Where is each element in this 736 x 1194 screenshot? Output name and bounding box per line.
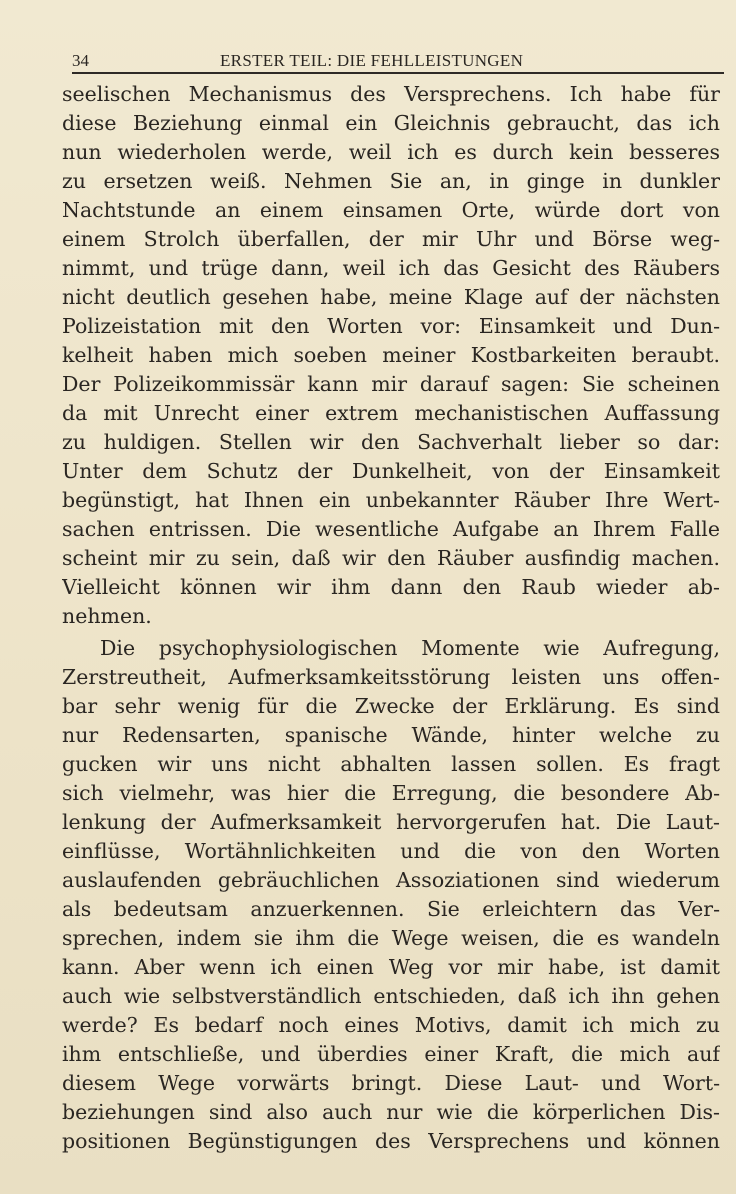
- text-line: Vielleicht können wir ihm dann den Raub wieder ab-: [62, 575, 720, 599]
- text-line: Polizeistation mit den Worten vor: Einsamkeit und Dun-: [62, 314, 720, 338]
- text-line: positionen Begünstigungen des Versprechens und können: [62, 1129, 720, 1153]
- text-line: sprechen, indem sie ihm die Wege weisen, die es wandeln: [62, 926, 720, 950]
- text-line: sachen entrissen. Die wesentliche Aufgabe an Ihrem Falle: [62, 517, 720, 541]
- text-line: auslaufenden gebräuchlichen Assoziationen sind wiederum: [62, 868, 720, 892]
- text-line: seelischen Mechanismus des Versprechens. Ich habe für: [62, 82, 720, 106]
- text-line: einem Strolch überfallen, der mir Uhr und Börse weg-: [62, 227, 720, 251]
- text-line: einflüsse, Wortähnlichkeiten und die von den Worten: [62, 839, 720, 863]
- text-line: nimmt, und trüge dann, weil ich das Gesicht des Räubers: [62, 256, 720, 280]
- text-line: nun wiederholen werde, weil ich es durch kein besseres: [62, 140, 720, 164]
- text-line: als bedeutsam anzuerkennen. Sie erleichtern das Ver-: [62, 897, 720, 921]
- running-head: ERSTER TEIL: DIE FEHLLEISTUNGEN: [220, 51, 524, 70]
- page-header: [72, 48, 724, 74]
- text-line: begünstigt, hat Ihnen ein unbekannter Räuber Ihre Wert-: [62, 488, 720, 512]
- text-line: zu huldigen. Stellen wir den Sachverhalt lieber so dar:: [62, 430, 720, 454]
- paragraph-end-line: nehmen.: [62, 604, 152, 628]
- text-line: nicht deutlich gesehen habe, meine Klage auf der nächsten: [62, 285, 720, 309]
- text-line: Nachtstunde an einem einsamen Orte, würde dort von: [62, 198, 720, 222]
- text-line: lenkung der Aufmerksamkeit hervorgerufen hat. Die Laut-: [62, 810, 720, 834]
- text-line: Zerstreutheit, Aufmerksamkeitsstörung leisten uns offen-: [62, 665, 720, 689]
- text-line: Der Polizeikommissär kann mir darauf sagen: Sie scheinen: [62, 372, 720, 396]
- text-line: auch wie selbstverständlich entschieden, daß ich ihn gehen: [62, 984, 720, 1008]
- text-line: sich vielmehr, was hier die Erregung, die besondere Ab-: [62, 781, 720, 805]
- text-line: scheint mir zu sein, daß wir den Räuber ausfindig machen.: [62, 546, 720, 570]
- text-line: kann. Aber wenn ich einen Weg vor mir habe, ist damit: [62, 955, 720, 979]
- text-line: bar sehr wenig für die Zwecke der Erklärung. Es sind: [62, 694, 720, 718]
- text-line: werde? Es bedarf noch eines Motivs, damit ich mich zu: [62, 1013, 720, 1037]
- text-line: diesem Wege vorwärts bringt. Diese Laut- und Wort-: [62, 1071, 720, 1095]
- page-number: 34: [72, 51, 89, 70]
- text-line: da mit Unrecht einer extrem mechanistischen Auffassung: [62, 401, 720, 425]
- text-line: beziehungen sind also auch nur wie die körperlichen Dis-: [62, 1100, 720, 1124]
- text-line: diese Beziehung einmal ein Gleichnis gebraucht, das ich: [62, 111, 720, 135]
- text-line: ihm entschließe, und überdies einer Kraft, die mich auf: [62, 1042, 720, 1066]
- text-line: zu ersetzen weiß. Nehmen Sie an, in ginge in dunkler: [62, 169, 720, 193]
- text-line: Unter dem Schutz der Dunkelheit, von der Einsamkeit: [62, 459, 720, 483]
- text-line: gucken wir uns nicht abhalten lassen sollen. Es fragt: [62, 752, 720, 776]
- paragraph-first-line: Die psychophysiologischen Momente wie Aufregung,: [100, 636, 720, 660]
- text-line: nur Redensarten, spanische Wände, hinter welche zu: [62, 723, 720, 747]
- text-line: kelheit haben mich soeben meiner Kostbarkeiten beraubt.: [62, 343, 720, 367]
